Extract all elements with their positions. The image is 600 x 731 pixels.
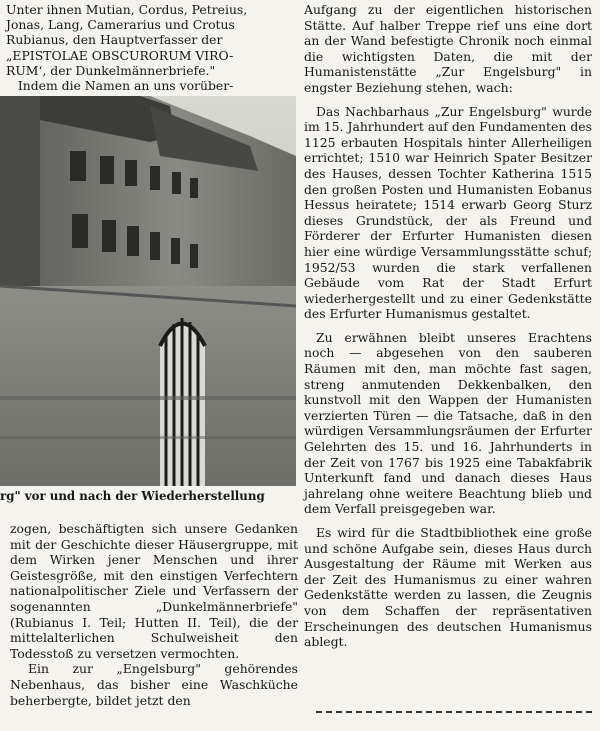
text-line: Indem die Namen an uns vorüber- <box>6 78 234 94</box>
paragraph: Es wird für die Stadtbibliothek eine große und schöne Aufgabe sein, dieses Haus durch Ausgestaltung der Räume mit Werken aus der Zeit des Humanismus zu einer wahren Gedenkstätte werden zu lassen, die Zeugnis von dem Schaffen der repräsentativen Erscheinungen des deutschen Humanismus ablegt. <box>304 525 592 650</box>
text-line: Unter ihnen Mutian, Cordus, Petreius, <box>6 2 248 17</box>
text-line: Jonas, Lang, Camerarius und Crotus <box>6 17 235 33</box>
paragraph: Das Nachbarhaus „Zur Engelsburg" wurde im 15. Jahrhundert auf den Fundamenten des 1125 erbauten Hospitals hinter Allerheiligen errichtet; 1510 war Heinrich Spater Besitzer des Hauses, dessen Tochter Katherina 1515 den großen Posten und Humanisten Eobanus Hessus heiratete; 1514 erwarb Georg Sturz dieses Grundstück, der als Freund und Förderer der Erfurter Humanisten diesen hier eine würdige Versammlungsstätte schuf; 1952/53 wurden die stark verfallenen Gebäude vom Rat der Stadt Erfurt wiederhergestellt und zu einer Gedenkstätte des Erfurter Humanismus gestaltet. <box>304 103 592 322</box>
end-rule <box>316 711 592 713</box>
text-line: RUM‘, der Dunkelmännerbriefe." <box>6 62 216 78</box>
text-line: Rubianus, den Hauptverfasser der <box>6 32 223 48</box>
paragraph: Zu erwähnen bleibt unseres Erachtens noch — abgesehen von den sauberen Räumen mit den, man möchte fast sagen, streng anmutenden Dekkenbalken, den kunstvoll mit den Wappen der Humanisten verzierten Türen — die Tatsache, daß in den würdigen Versammlungsräumen der Erfurter Gelehrten des 15. und 16. Jahrhunderts in der Zeit von 1767 bis 1925 eine Tabakfabrik Unterkunft fand und danach dieses Haus jahrelang ohne weitere Beachtung blieb und dem Verfall preisgegeben war. <box>304 329 592 517</box>
photo-caption: rg" vor und nach der Wiederherstellung <box>0 489 265 503</box>
left-column-top <box>6 2 298 93</box>
paragraph: zogen, beschäftigten sich unsere Gedanken mit der Geschichte dieser Häusergruppe, mit dem Wirken jener Menschen und ihrer Geistesgröße, mit den einstigen Verfechtern nationalpolitischer Ziele und Verfassern der sogenannten „Dunkelmännerbriefe" (Rubianus I. Teil; Hutten II. Teil), die der mittelalterlichen Schulweisheit den Todesstoß zu versetzen vermochten. <box>10 521 298 661</box>
paragraph: Aufgang zu der eigentlichen historischen Stätte. Auf halber Treppe rief uns eine dort an der Wand befestigte Chronik noch einmal die wichtigsten Daten, die mit der Humanistenstätte „Zur Engelsburg" in engster Beziehung stehen, wach: <box>304 2 592 95</box>
photo-illustration <box>0 96 296 486</box>
right-column <box>304 2 592 650</box>
paragraph: Ein zur „Engelsburg" gehörendes Nebenhaus, das bisher eine Waschküche beherbergte, bildet jetzt den <box>10 661 298 708</box>
text-line: „EPISTOLAE OBSCURORUM VIRO- <box>6 47 234 63</box>
left-column-bottom <box>10 521 298 708</box>
building-photo <box>0 96 296 486</box>
